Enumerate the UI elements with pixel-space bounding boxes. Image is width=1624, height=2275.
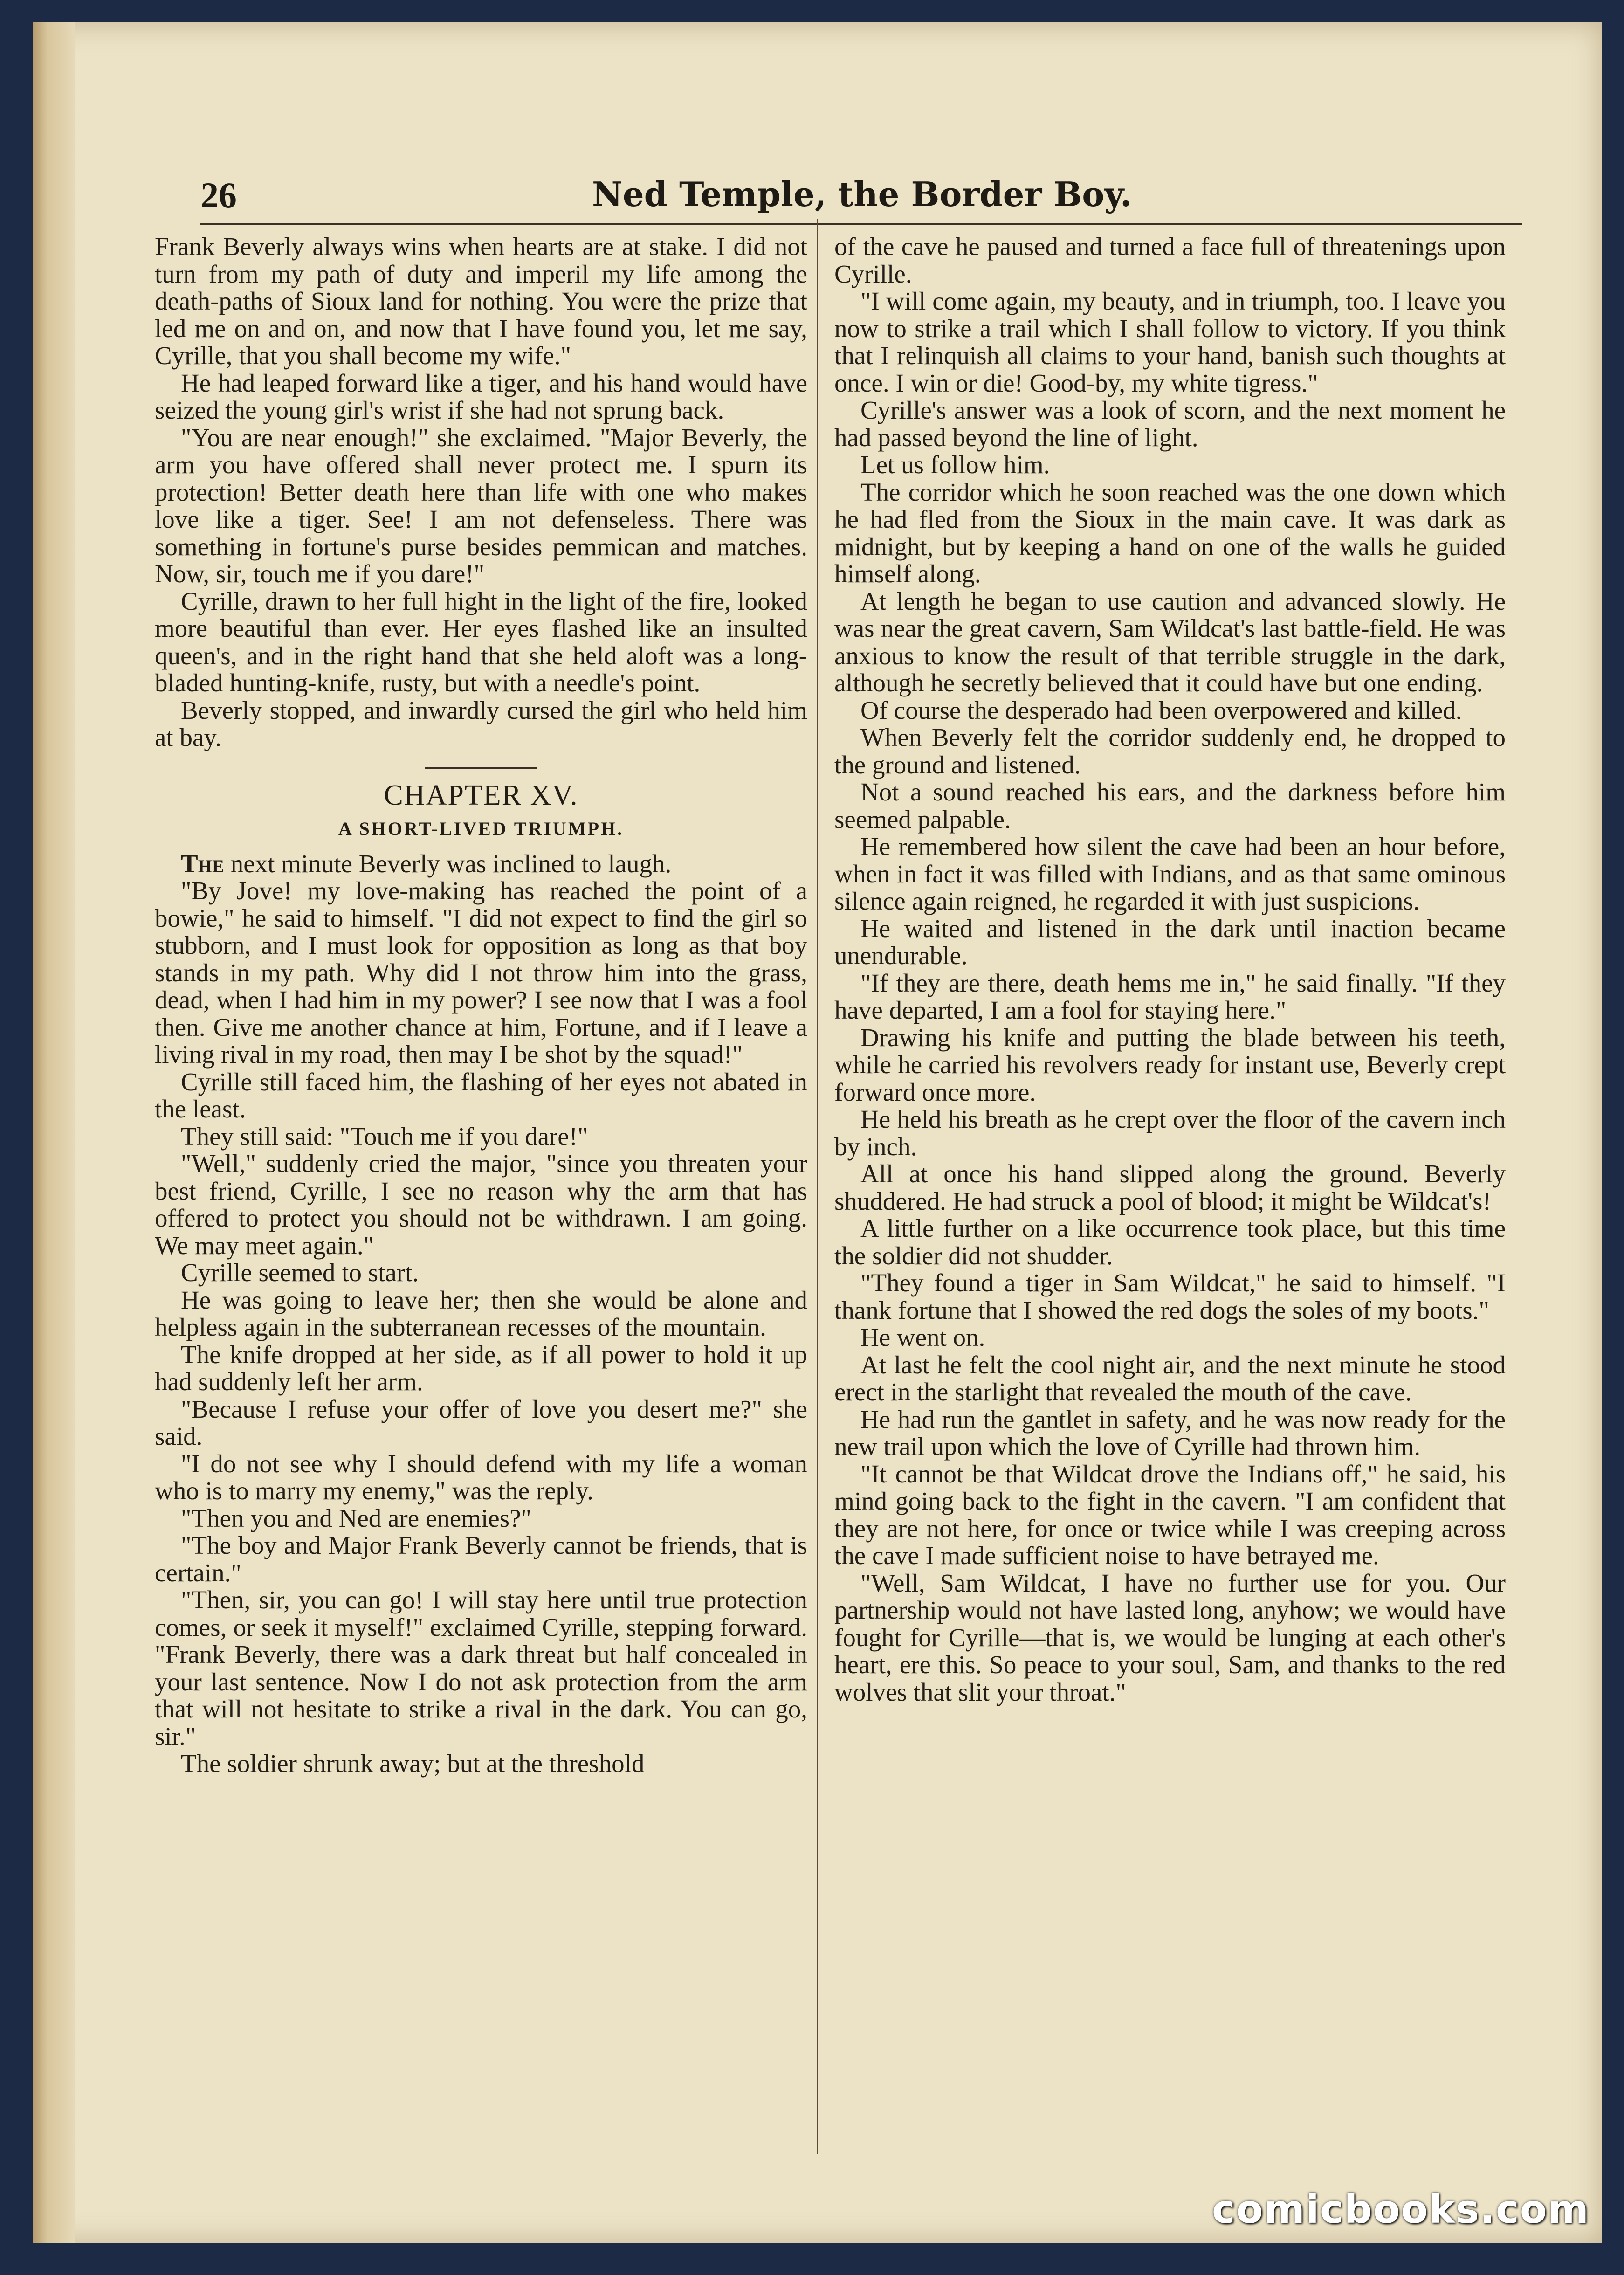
chapter-opening-paragraph [155, 850, 807, 878]
paragraph: He remembered how silent the cave had been an hour before, when in fact it was filled with Indians, and as that same ominous silence again reigned, he regarded it with just suspicions. [834, 832, 1506, 915]
paragraph: "I will come again, my beauty, and in triumph, too. I leave you now to strike a trail which I shall follow to victory. If you think that I relinquish all claims to your hand, banish such thoughts at once. I win or die! Good-by, my white tigress." [834, 287, 1506, 397]
chapter-opening-text: next minute Beverly was inclined to laugh. [224, 849, 672, 878]
chapter-rule [425, 767, 537, 769]
paragraph: At last he felt the cool night air, and the next minute he stood erect in the starlight that revealed the mouth of the cave. [834, 1350, 1506, 1406]
left-column [155, 233, 807, 1778]
paragraph: He waited and listened in the dark until inaction became unendurable. [834, 914, 1506, 970]
paragraph: "You are near enough!" she exclaimed. "Major Beverly, the arm you have offered shall never protect me. I spurn its protection! Better death here than life with one who makes love like a tiger. See! I am not defenseless. There was something in fortune's purse besides pemmican and matches. Now, sir, touch me if you dare!" [155, 423, 807, 588]
chapter-title: CHAPTER XV. [384, 779, 578, 811]
paragraph: He went on. [860, 1323, 985, 1351]
paragraph: "If they are there, death hems me in," he said finally. "If they have departed, I am a fool for staying here." [834, 968, 1506, 1024]
paragraph: He had run the gantlet in safety, and he was now ready for the new trail upon which the love of Cyrille had thrown him. [834, 1405, 1506, 1461]
paragraph: He was going to leave her; then she would be alone and helpless again in the subterranean recesses of the mountain. [155, 1285, 807, 1341]
running-title: Ned Temple, the Border Boy. [592, 174, 1132, 214]
site-watermark: comicbooks.com [1212, 2186, 1590, 2232]
paragraph: Cyrille, drawn to her full hight in the light of the fire, looked more beautiful than ever. Her eyes flashed like an insulted queen's, and in the right hand that she held aloft was a long-bladed hunting-knife, rusty, but with a needle's point. [155, 586, 807, 697]
paragraph: The knife dropped at her side, as if all power to hold it up had suddenly left her arm. [155, 1340, 807, 1396]
paragraph: "Then, sir, you can go! I will stay here until true protection comes, or seek it myself!" exclaimed Cyrille, stepping forward. "Frank Beverly, there was a dark threat but half concealed in your last sentence. Now I do not ask protection from the arm that will not hesitate to strike a rival in the dark. You can go, sir." [155, 1586, 807, 1751]
paragraph: "Because I refuse your offer of love you desert me?" she said. [155, 1394, 807, 1450]
column-divider [817, 219, 818, 2154]
paragraph: Beverly stopped, and inwardly cursed the girl who held him at bay. [155, 696, 807, 751]
paragraph: The corridor which he soon reached was the one down which he had fled from the Sioux in the main cave. It was dark as midnight, but by keeping a hand on one of the walls he guided himself along. [834, 477, 1506, 588]
paragraph: "Well," suddenly cried the major, "since you threaten your best friend, Cyrille, I see no reason why the arm that has offered to protect you should not be withdrawn. I am going. We may meet again." [155, 1149, 807, 1260]
chapter-subtitle: A SHORT-LIVED TRIUMPH. [338, 818, 624, 839]
paragraph: "I do not see why I should defend with my life a woman who is to marry my enemy," was the reply. [155, 1449, 807, 1505]
paragraph: Not a sound reached his ears, and the darkness before him seemed palpable. [834, 778, 1506, 834]
paragraph: Of course the desperado had been overpowered and killed. [860, 696, 1462, 724]
paragraph: of the cave he paused and turned a face full of threatenings upon Cyrille. [834, 232, 1506, 288]
paragraph: The soldier shrunk away; but at the threshold [181, 1749, 645, 1778]
paragraph: "The boy and Major Frank Beverly cannot be friends, that is certain." [155, 1531, 807, 1587]
paragraph: "Then you and Ned are enemies?" [181, 1503, 531, 1532]
paragraph: Frank Beverly always wins when hearts are at stake. I did not turn from my path of duty and imperil my life among the death-paths of Sioux land for nothing. You were the prize that led me on and on, and now that I have found you, let me say, Cyrille, that you shall become my wife." [155, 232, 807, 370]
paragraph: They still said: "Touch me if you dare!" [181, 1122, 588, 1151]
chapter-first-word: The [181, 849, 225, 878]
paragraph: He had leaped forward like a tiger, and his hand would have seized the young girl's wrist if she had not sprung back. [155, 368, 807, 424]
paragraph: He held his breath as he crept over the floor of the cavern inch by inch. [834, 1105, 1506, 1161]
page-header [200, 167, 1522, 225]
page-number: 26 [200, 175, 237, 215]
paragraph: At length he began to use caution and advanced slowly. He was near the great cavern, Sam Wildcat's last battle-field. He was anxious to know the result of that terrible struggle in the dark, although he secretly believed that it could have but one ending. [834, 586, 1506, 697]
paragraph: "Well, Sam Wildcat, I have no further use for you. Our partnership would not have lasted long, anyhow; we would have fought for Cyrille—that is, we would be lunging at each other's heart, ere this. So peace to your soul, Sam, and thanks to the red wolves that slit your throat." [834, 1568, 1506, 1706]
paragraph: A little further on a like occurrence took place, but this time the soldier did not shudder. [834, 1214, 1506, 1270]
right-column [834, 233, 1506, 1706]
paragraph: Drawing his knife and putting the blade between his teeth, while he carried his revolvers ready for instant use, Beverly crept forward once more. [834, 1023, 1506, 1106]
paragraph: Cyrille still faced him, the flashing of her eyes not abated in the least. [155, 1067, 807, 1123]
paragraph: "By Jove! my love-making has reached the point of a bowie," he said to himself. "I did not expect to find the girl so stubborn, and I must look for opposition as long as that boy stands in my path. Why did I not throw him into the grass, dead, when I had him in my power? I see now that I was a fool then. Give me another chance at him, Fortune, and if I leave a living rival in my road, then may I be shot by the squad!" [155, 876, 807, 1069]
paragraph: "It cannot be that Wildcat drove the Indians off," he said, his mind going back to the fight in the cavern. "I am confident that they are not here, for once or twice while I was creeping across the cave I made sufficient noise to have betrayed me. [834, 1459, 1506, 1570]
paragraph: When Beverly felt the corridor suddenly end, he dropped to the ground and listened. [834, 723, 1506, 779]
paragraph: "They found a tiger in Sam Wildcat," he said to himself. "I thank fortune that I showed the red dogs the soles of my boots." [834, 1268, 1506, 1324]
page-binding-edge [33, 22, 75, 2243]
paragraph: All at once his hand slipped along the ground. Beverly shuddered. He had struck a pool of blood; it might be Wildcat's! [834, 1159, 1506, 1215]
paragraph: Cyrille seemed to start. [181, 1258, 419, 1287]
paragraph: Let us follow him. [860, 450, 1050, 479]
paragraph: Cyrille's answer was a look of scorn, and the next moment he had passed beyond the line of light. [834, 396, 1506, 452]
